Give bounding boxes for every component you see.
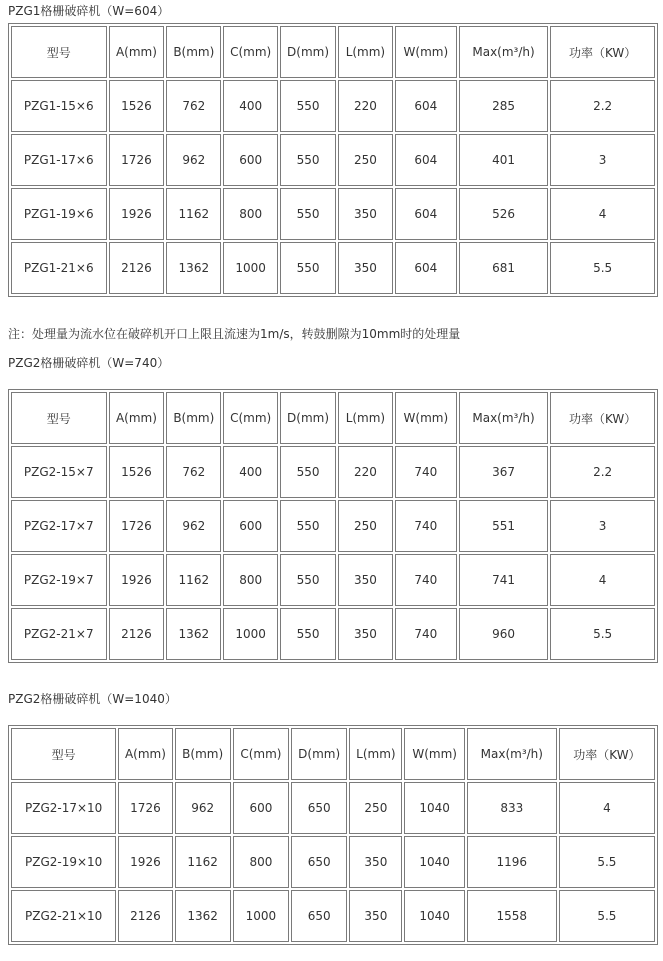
column-header: W(mm) [404, 728, 464, 780]
table-cell: 681 [459, 242, 548, 294]
table-cell: 350 [349, 890, 402, 942]
table-cell: 350 [338, 608, 393, 660]
table-cell: 1040 [404, 836, 464, 888]
table-cell: 2.2 [550, 446, 655, 498]
table-cell: 1726 [118, 782, 172, 834]
model-cell: PZG1-21×6 [11, 242, 107, 294]
table-cell: 1526 [109, 446, 165, 498]
table-cell: 550 [280, 80, 336, 132]
table-cell: 550 [280, 446, 336, 498]
table-cell: 350 [338, 554, 393, 606]
table-cell: 3 [550, 500, 655, 552]
table-cell: 1558 [467, 890, 557, 942]
column-header: 型号 [11, 728, 116, 780]
table-row [11, 782, 655, 834]
table-cell: 604 [395, 134, 457, 186]
spec-table-pzg1 [8, 23, 658, 297]
table-2-heading: PZG2格栅破碎机（W=740） [8, 356, 170, 370]
table-cell: 551 [459, 500, 548, 552]
table-cell: 400 [223, 446, 278, 498]
column-header: 功率（KW） [550, 392, 655, 444]
table-cell: 1040 [404, 890, 464, 942]
table-cell: 2.2 [550, 80, 655, 132]
table-cell: 960 [459, 608, 548, 660]
table-cell: 1162 [166, 188, 221, 240]
column-header: D(mm) [280, 26, 336, 78]
spec-table-pzg2-1040 [8, 725, 658, 945]
table-cell: 1362 [166, 242, 221, 294]
table-row [11, 80, 655, 132]
column-header: C(mm) [233, 728, 289, 780]
column-header: L(mm) [349, 728, 402, 780]
table-cell: 350 [338, 188, 393, 240]
model-cell: PZG2-21×10 [11, 890, 116, 942]
table-cell: 5.5 [550, 242, 655, 294]
table-cell: 1162 [166, 554, 221, 606]
column-header: L(mm) [338, 392, 393, 444]
table-cell: 1526 [109, 80, 165, 132]
table-cell: 740 [395, 554, 457, 606]
table-cell: 762 [166, 80, 221, 132]
table-cell: 550 [280, 554, 336, 606]
table-cell: 250 [338, 500, 393, 552]
column-header: W(mm) [395, 26, 457, 78]
column-header: L(mm) [338, 26, 393, 78]
model-cell: PZG2-21×7 [11, 608, 107, 660]
table-cell: 550 [280, 500, 336, 552]
column-header: D(mm) [280, 392, 336, 444]
column-header: C(mm) [223, 26, 278, 78]
table-cell: 800 [223, 188, 278, 240]
table-cell: 740 [395, 608, 457, 660]
table-note: 注：处理量为流水位在破碎机开口上限且流速为1m/s，转鼓删隙为10mm时的处理量 [8, 327, 461, 341]
table-cell: 1926 [109, 554, 165, 606]
model-cell: PZG2-19×7 [11, 554, 107, 606]
table-cell: 650 [291, 890, 347, 942]
table-cell: 604 [395, 80, 457, 132]
column-header: B(mm) [175, 728, 231, 780]
table-cell: 604 [395, 242, 457, 294]
column-header: W(mm) [395, 392, 457, 444]
table-cell: 962 [175, 782, 231, 834]
table-row [11, 554, 655, 606]
table-cell: 741 [459, 554, 548, 606]
table-cell: 650 [291, 836, 347, 888]
table-cell: 550 [280, 134, 336, 186]
table-cell: 800 [233, 836, 289, 888]
table-cell: 550 [280, 608, 336, 660]
model-cell: PZG1-15×6 [11, 80, 107, 132]
table-cell: 250 [338, 134, 393, 186]
header-row [11, 392, 655, 444]
table-cell: 800 [223, 554, 278, 606]
column-header: Max(m³/h) [459, 392, 548, 444]
table-cell: 833 [467, 782, 557, 834]
column-header: A(mm) [109, 26, 165, 78]
header-row [11, 26, 655, 78]
table-cell: 526 [459, 188, 548, 240]
table-cell: 600 [223, 500, 278, 552]
table-cell: 4 [550, 554, 655, 606]
table-cell: 1362 [166, 608, 221, 660]
table-cell: 1162 [175, 836, 231, 888]
table-row [11, 836, 655, 888]
column-header: 功率（KW） [550, 26, 655, 78]
table-row [11, 608, 655, 660]
model-cell: PZG2-19×10 [11, 836, 116, 888]
table-cell: 4 [559, 782, 655, 834]
table-cell: 5.5 [550, 608, 655, 660]
table-cell: 962 [166, 500, 221, 552]
table-row [11, 188, 655, 240]
table-cell: 400 [223, 80, 278, 132]
table-cell: 2126 [109, 242, 165, 294]
table-1-heading: PZG1格栅破碎机（W=604） [8, 4, 170, 18]
table-cell: 401 [459, 134, 548, 186]
model-cell: PZG1-19×6 [11, 188, 107, 240]
table-cell: 1726 [109, 134, 165, 186]
table-cell: 3 [550, 134, 655, 186]
column-header: A(mm) [118, 728, 172, 780]
column-header: B(mm) [166, 392, 221, 444]
table-cell: 367 [459, 446, 548, 498]
column-header: 功率（KW） [559, 728, 655, 780]
table-cell: 550 [280, 242, 336, 294]
table-cell: 4 [550, 188, 655, 240]
table-3-heading: PZG2格栅破碎机（W=1040） [8, 692, 177, 706]
table-cell: 740 [395, 446, 457, 498]
table-cell: 2126 [118, 890, 172, 942]
column-header: Max(m³/h) [467, 728, 557, 780]
table-cell: 2126 [109, 608, 165, 660]
table-cell: 285 [459, 80, 548, 132]
table-cell: 1926 [118, 836, 172, 888]
table-cell: 220 [338, 446, 393, 498]
table-cell: 1926 [109, 188, 165, 240]
column-header: D(mm) [291, 728, 347, 780]
model-cell: PZG1-17×6 [11, 134, 107, 186]
table-cell: 962 [166, 134, 221, 186]
table-cell: 5.5 [559, 836, 655, 888]
table-cell: 604 [395, 188, 457, 240]
table-cell: 1000 [233, 890, 289, 942]
model-cell: PZG2-17×7 [11, 500, 107, 552]
table-cell: 350 [338, 242, 393, 294]
table-cell: 762 [166, 446, 221, 498]
spec-table-pzg2-740 [8, 389, 658, 663]
table-cell: 650 [291, 782, 347, 834]
table-row [11, 500, 655, 552]
column-header: B(mm) [166, 26, 221, 78]
table-row [11, 242, 655, 294]
model-cell: PZG2-15×7 [11, 446, 107, 498]
table-row [11, 446, 655, 498]
table-cell: 250 [349, 782, 402, 834]
column-header: 型号 [11, 26, 107, 78]
column-header: Max(m³/h) [459, 26, 548, 78]
table-cell: 350 [349, 836, 402, 888]
table-cell: 1362 [175, 890, 231, 942]
table-cell: 740 [395, 500, 457, 552]
table-cell: 550 [280, 188, 336, 240]
table-row [11, 890, 655, 942]
table-cell: 5.5 [559, 890, 655, 942]
table-cell: 1000 [223, 242, 278, 294]
column-header: A(mm) [109, 392, 165, 444]
table-cell: 1040 [404, 782, 464, 834]
model-cell: PZG2-17×10 [11, 782, 116, 834]
table-cell: 600 [223, 134, 278, 186]
column-header: C(mm) [223, 392, 278, 444]
table-cell: 1726 [109, 500, 165, 552]
header-row [11, 728, 655, 780]
column-header: 型号 [11, 392, 107, 444]
table-cell: 220 [338, 80, 393, 132]
table-cell: 600 [233, 782, 289, 834]
table-cell: 1196 [467, 836, 557, 888]
table-cell: 1000 [223, 608, 278, 660]
table-row [11, 134, 655, 186]
